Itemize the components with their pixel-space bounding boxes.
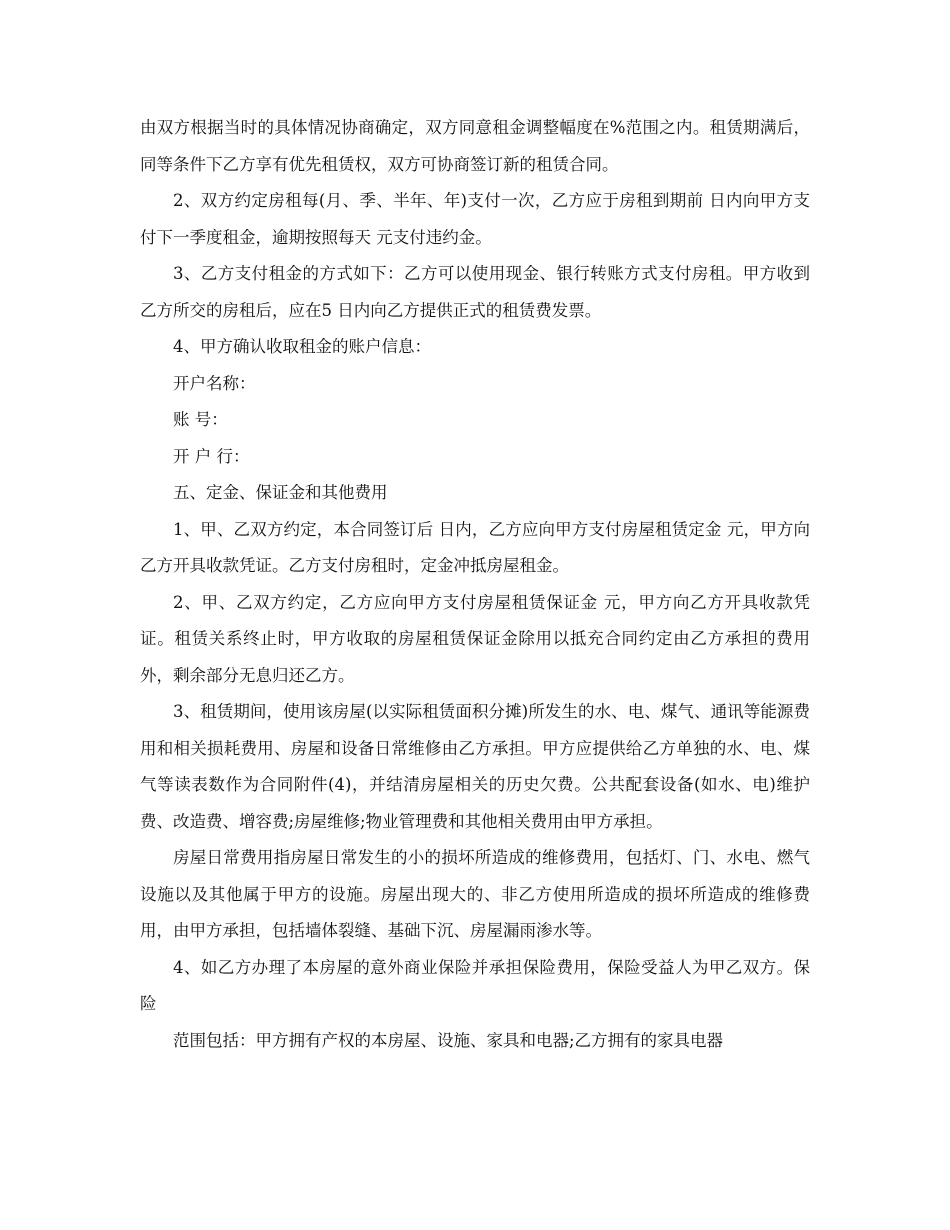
paragraph-13: 4、如乙方办理了本房屋的意外商业保险并承担保险费用，保险受益人为甲乙双方。保险 — [140, 957, 810, 1013]
bank-line: 开 户 行： — [173, 446, 250, 466]
paragraph-2: 2、双方约定房租每(月、季、半年、年)支付一次，乙方应于房租到期前 日内向甲方支付下一季度租金，逾期按照每天 元支付违约金。 — [140, 191, 810, 247]
account-name-line: 开户名称： — [173, 373, 256, 393]
paragraph-9: 1、甲、乙双方约定，本合同签订后 日内，乙方应向甲方支付房屋租赁定金 元，甲方向乙方开具收款凭证。乙方支付房租时，定金冲抵房屋租金。 — [140, 519, 810, 575]
paragraph-11: 3、租赁期间，使用该房屋(以实际租赁面积分摊)所发生的水、电、煤气、通讯等能源费用和相关损耗费用、房屋和设备日常维修由乙方承担。甲方应提供给乙方单独的水、电、煤气等读表数作为合同附件(4)，并结清房屋相关的历史欠费。公共配套设备(如水、电)维护费、改造费、增容费;房屋维修;物业管理费和其他相关费用由甲方承担。 — [140, 702, 810, 831]
account-number-line: 账 号： — [173, 410, 228, 429]
paragraph-10: 2、甲、乙双方约定，乙方应向甲方支付房屋租赁保证金 元，甲方向乙方开具收款凭证。租赁关系终止时，甲方收取的房屋租赁保证金除用以抵充合同约定由乙方承担的费用外，剩余部分无息归还乙方。 — [140, 592, 810, 685]
section-heading: 五、定金、保证金和其他费用 — [173, 483, 388, 502]
paragraph-4: 4、甲方确认收取租金的账户信息： — [173, 337, 431, 356]
paragraph-12: 房屋日常费用指房屋日常发生的小的损坏所造成的维修费用，包括灯、门、水电、燃气设施以及其他属于甲方的设施。房屋出现大的、非乙方使用所造成的损坏所造成的维修费用，由甲方承担，包括墙体裂缝、基础下沉、房屋漏雨渗水等。 — [140, 848, 810, 940]
document-body — [140, 110, 810, 1059]
paragraph-3: 3、乙方支付租金的方式如下：乙方可以使用现金、银行转账方式支付房租。甲方收到乙方所交的房租后，应在5 日内向乙方提供正式的租赁费发票。 — [140, 264, 810, 320]
paragraph-1: 由双方根据当时的具体情况协商确定，双方同意租金调整幅度在%范围之内。租赁期满后，同等条件下乙方享有优先租赁权，双方可协商签订新的租赁合同。 — [140, 118, 810, 174]
paragraph-14: 范围包括：甲方拥有产权的本房屋、设施、家具和电器;乙方拥有的家具电器 — [173, 1030, 724, 1050]
